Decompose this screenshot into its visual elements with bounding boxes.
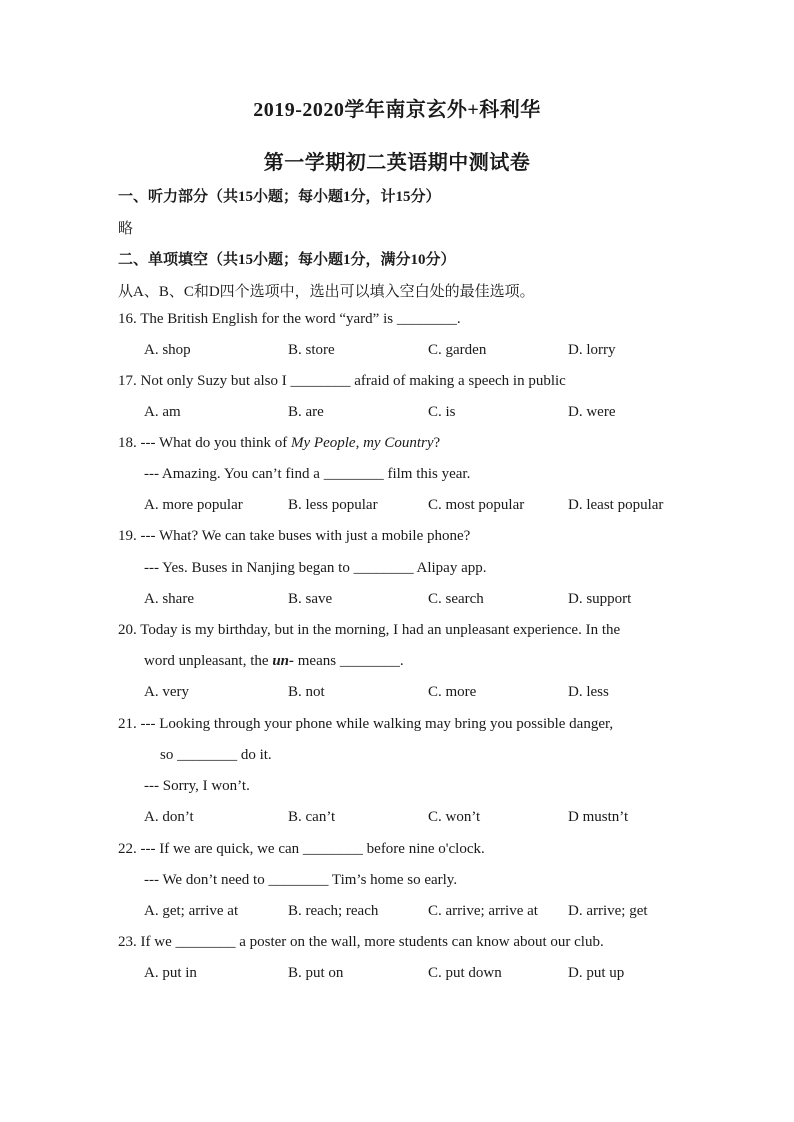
q21-option-a: A. don’t — [144, 809, 194, 825]
q17-option-b: B. are — [288, 404, 324, 420]
question-21-line2: so ________ do it. — [160, 747, 272, 763]
q16-option-a: A. shop — [144, 342, 191, 358]
q17-option-a: A. am — [144, 404, 181, 420]
section1-heading: 一、听力部分（共15小题；每小题1分，计15分） — [118, 189, 441, 205]
section1-note: 略 — [118, 221, 134, 237]
question-17-stem: 17. Not only Suzy but also I ________ afraid of making a speech in public — [118, 373, 566, 389]
q19-option-c: C. search — [428, 591, 484, 607]
q18-option-d: D. least popular — [568, 497, 664, 513]
q21-option-d: D mustn’t — [568, 809, 629, 825]
q21-option-c: C. won’t — [428, 809, 481, 825]
q22-option-d: D. arrive; get — [568, 903, 648, 919]
question-19-line2: --- Yes. Buses in Nanjing began to ________ Alipay app. — [144, 560, 487, 576]
section2-instruction: 从A、B、C和D四个选项中，选出可以填入空白处的最佳选项。 — [118, 284, 535, 300]
page-title: 2019-2020学年南京玄外+科利华 — [253, 99, 541, 121]
question-18-line2: --- Amazing. You can’t find a ________ film this year. — [144, 466, 471, 482]
section2-heading: 二、单项填空（共15小题；每小题1分，满分10分） — [118, 252, 456, 268]
q22-option-c: C. arrive; arrive at — [428, 903, 538, 919]
q18-stem-title: My People, my Country — [291, 435, 434, 451]
q22-option-b: B. reach; reach — [288, 903, 379, 919]
question-23-stem: 23. If we ________ a poster on the wall, more students can know about our club. — [118, 934, 604, 950]
question-16-stem: 16. The British English for the word “yard” is ________. — [118, 311, 461, 327]
question-19-stem: 19. --- What? We can take buses with just a mobile phone? — [118, 528, 471, 544]
q16-option-b: B. store — [288, 342, 335, 358]
q20-option-c: C. more — [428, 684, 477, 700]
question-21-line3: --- Sorry, I won’t. — [144, 778, 250, 794]
q18-stem-pre: 18. --- What do you think of — [118, 435, 292, 451]
q21-option-b: B. can’t — [288, 809, 336, 825]
q18-option-c: C. most popular — [428, 497, 525, 513]
q16-option-d: D. lorry — [568, 342, 616, 358]
q20-option-a: A. very — [144, 684, 189, 700]
q16-option-c: C. garden — [428, 342, 487, 358]
q19-option-b: B. save — [288, 591, 333, 607]
question-20-line2 — [144, 653, 404, 670]
q18-option-b: B. less popular — [288, 497, 378, 513]
question-22-stem: 22. --- If we are quick, we can ________ before nine o'clock. — [118, 841, 485, 857]
q19-option-a: A. share — [144, 591, 194, 607]
q20-line2-post: means ________. — [294, 653, 404, 669]
question-18-stem — [118, 435, 440, 452]
question-20-stem: 20. Today is my birthday, but in the morning, I had an unpleasant experience. In the — [118, 622, 621, 638]
q20-prefix-un: un- — [272, 653, 294, 669]
q23-option-d: D. put up — [568, 965, 625, 981]
q19-option-d: D. support — [568, 591, 632, 607]
q17-option-c: C. is — [428, 404, 456, 420]
q20-option-d: D. less — [568, 684, 609, 700]
q20-option-b: B. not — [288, 684, 325, 700]
q17-option-d: D. were — [568, 404, 616, 420]
q20-line2-pre: word unpleasant, the — [144, 653, 273, 669]
q18-stem-post: ? — [433, 435, 441, 451]
q23-option-b: B. put on — [288, 965, 344, 981]
page-subtitle: 第一学期初二英语期中测试卷 — [263, 152, 531, 174]
q18-option-a: A. more popular — [144, 497, 243, 513]
q23-option-c: C. put down — [428, 965, 502, 981]
q22-option-a: A. get; arrive at — [144, 903, 239, 919]
question-21-stem: 21. --- Looking through your phone while walking may bring you possible danger, — [118, 716, 614, 732]
question-22-line2: --- We don’t need to ________ Tim’s home so early. — [144, 872, 458, 888]
q23-option-a: A. put in — [144, 965, 197, 981]
